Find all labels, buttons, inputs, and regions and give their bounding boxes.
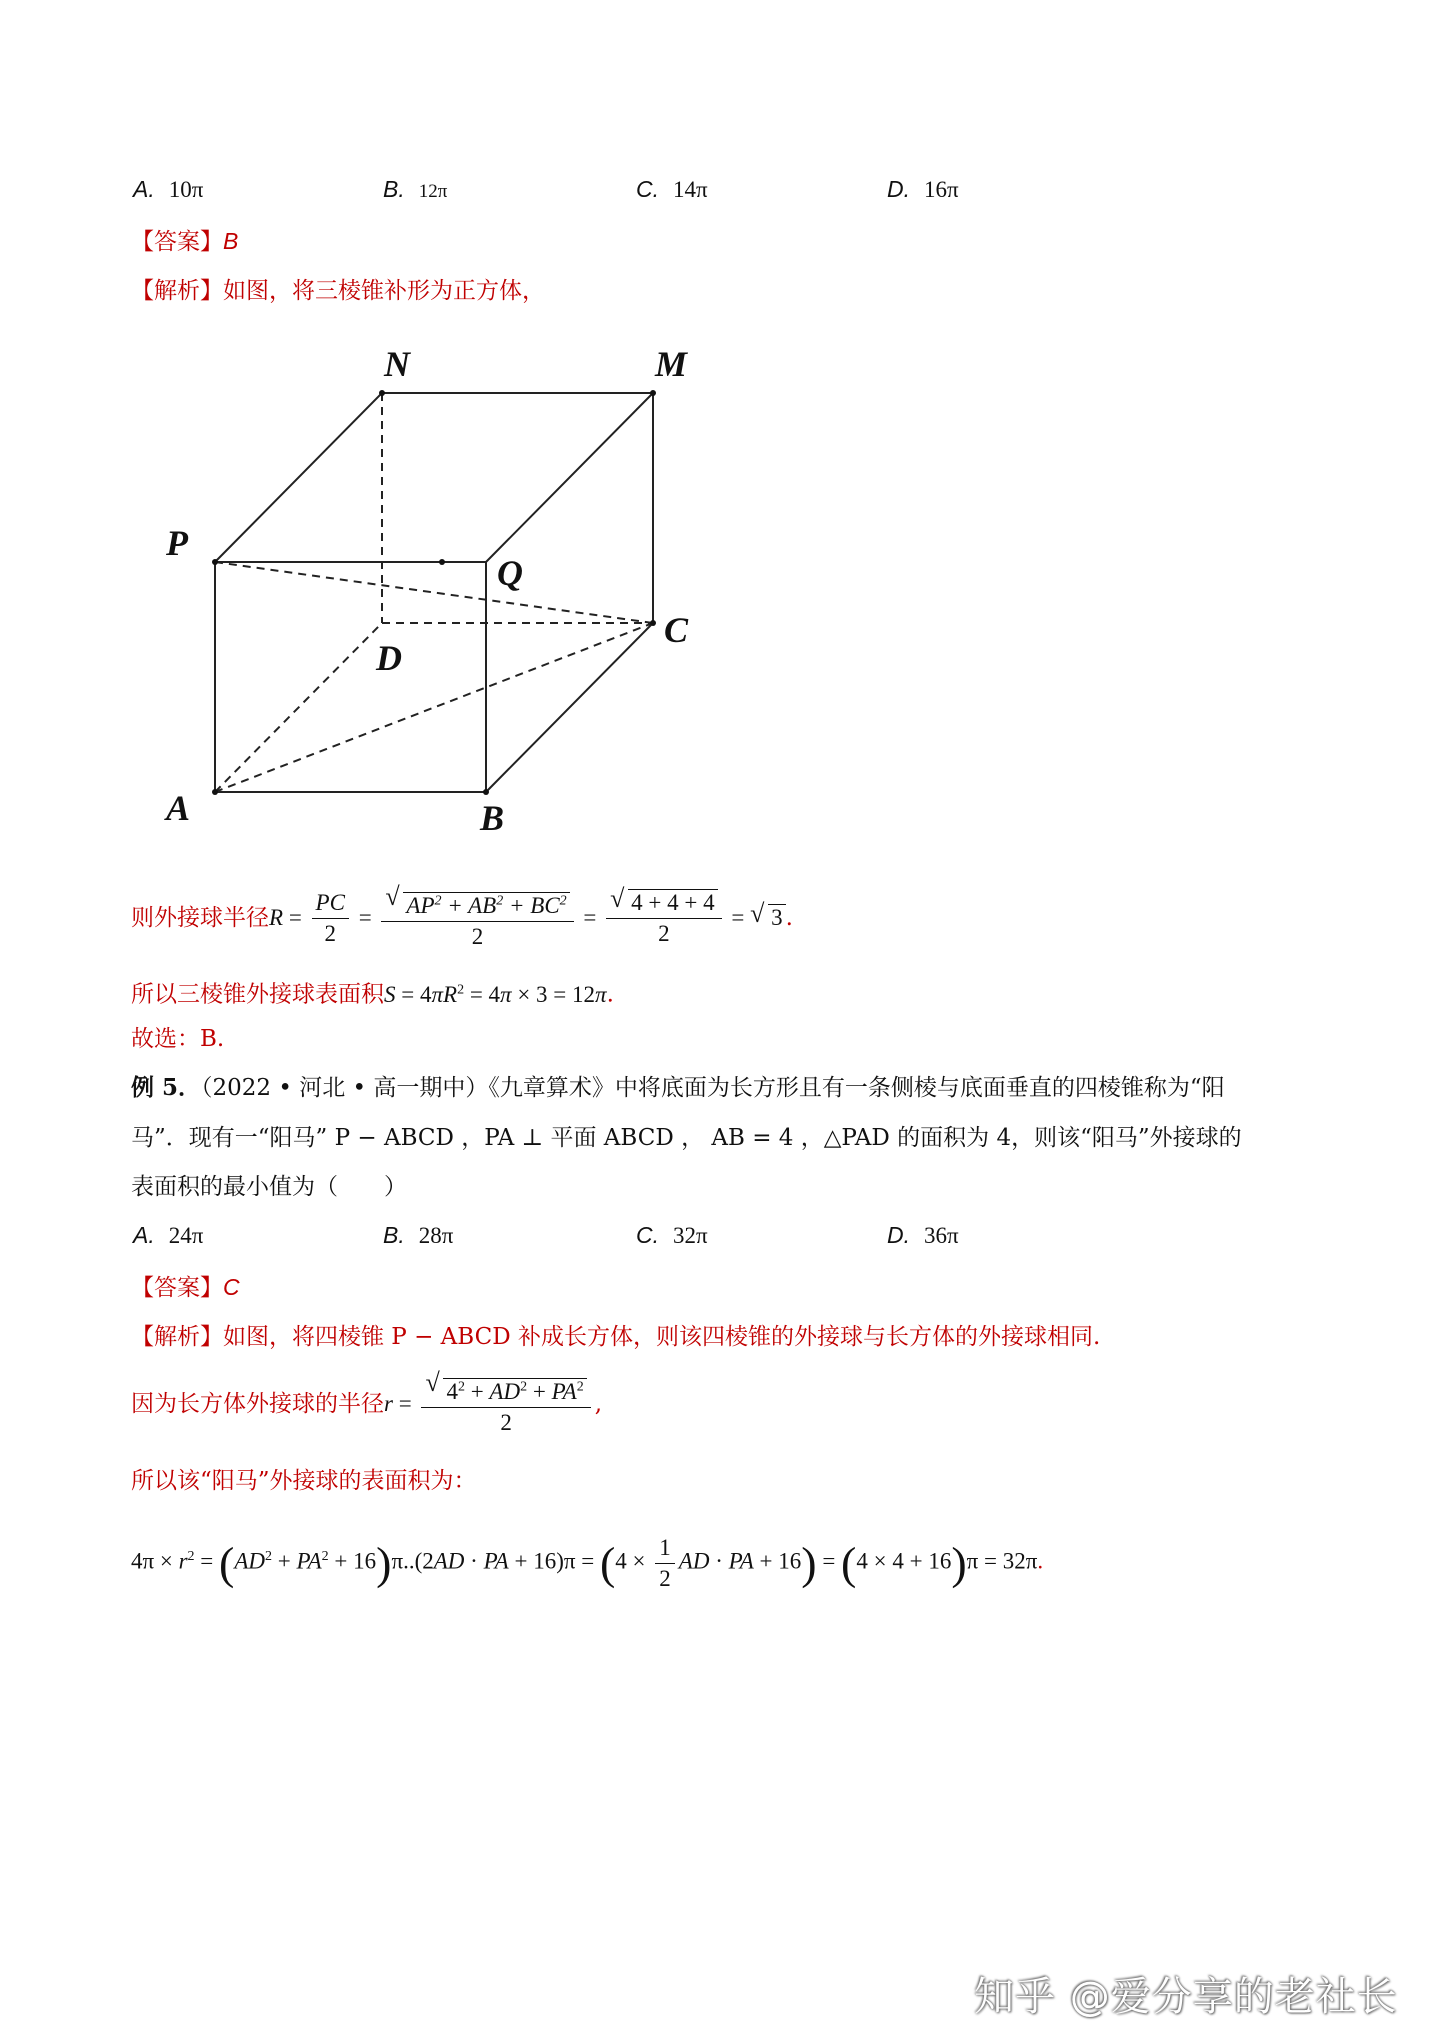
q5-line2: 马”．现有一“阳马” P − ABCD ，PA ⊥ 平面 ABCD ， AB = 4 ，△PAD 的面积为 4，则该“阳马”外接球的	[131, 1125, 1242, 1151]
q4-analysis: 【解析】如图，将三棱锥补形为正方体，	[131, 278, 545, 304]
q5-line3: 表面积的最小值为（ ）	[131, 1174, 407, 1200]
watermark: 知乎 @爱分享的老社长	[974, 1974, 1398, 2020]
edge-ad	[215, 623, 382, 792]
label-q: Q	[497, 553, 523, 593]
vertex-n	[379, 390, 385, 396]
edge-bc	[486, 623, 653, 792]
vertex-p	[212, 559, 218, 565]
fraction-sqrt-sum: √ $AP^2 + AB^2 + BC^2$ 2	[381, 886, 573, 952]
vertex-a	[212, 789, 218, 795]
q4-surface-line: 所以三棱锥外接球表面积$S = 4\pi R^2 = 4\pi \times 3 = 12\pi$.	[131, 981, 614, 1008]
edge-ac	[215, 623, 653, 792]
fraction-sqrt-12: √ 4 + 4 + 4 2	[606, 888, 721, 949]
vertex-b	[483, 789, 489, 795]
vertex-c	[650, 620, 656, 626]
label-a: A	[166, 788, 191, 828]
q4-option-c: C. 14π	[636, 176, 708, 202]
q5-surface-line: 所以该“阳马”外接球的表面积为：	[131, 1468, 477, 1494]
label-p: P	[166, 523, 188, 563]
fraction-pc: $\frac{PC}{2}$	[312, 888, 349, 949]
vertex-m	[650, 390, 656, 396]
edge-pn	[215, 393, 382, 562]
q5-surface-formula: $4\pi \times r^2 = (AD^2 + PA^2 + 16)\pi..(2AD$ · PA + 16)π = (4 × $\frac{1}{2}$ AD · PA + 16) = (4 × 4 + 16)π = 32π.	[131, 1526, 1043, 1594]
label-c: C	[664, 610, 689, 650]
q4-radius-line: 则外接球半径R = $\frac{PC}{2}$ = √ $AP^2 + AB^2 + BC^2$ 2 = √ 4 + 4 + 4 2 = √ 3 .	[131, 886, 793, 952]
label-m: M	[655, 344, 688, 384]
edge-pc	[215, 562, 653, 623]
q5-answer: 【答案】C	[131, 1274, 240, 1301]
q5-line1: 例 5．（2022 • 河北 • 高一期中）《九章算术》中将底面为长方形且有一条侧棱与底面垂直的四棱锥称为“阳	[131, 1074, 1225, 1101]
label-n: N	[384, 344, 410, 384]
q4-answer: 【答案】B	[131, 228, 239, 255]
fraction-r: √ $4^2 + AD^2 + PA^2$ 2	[421, 1372, 590, 1438]
label-d: D	[376, 638, 402, 678]
vertex-q-dot	[439, 559, 445, 565]
edge-qm	[486, 393, 653, 562]
q5-option-c: C. 32π	[636, 1222, 708, 1248]
q5-radius-line: 因为长方体外接球的半径r = √ $4^2 + AD^2 + PA^2$ 2 ,	[131, 1372, 602, 1438]
q5-option-b: B. 28π	[383, 1222, 454, 1248]
label-b: B	[480, 798, 505, 838]
q5-option-a: A. 24π	[133, 1222, 204, 1248]
cube-diagram	[150, 340, 730, 860]
q4-option-d: D. 16π	[887, 176, 959, 202]
q4-conclusion: 故选：B.	[131, 1026, 225, 1052]
q5-analysis: 【解析】如图，将四棱锥 P − ABCD 补成长方体，则该四棱锥的外接球与长方体的外接球相同.	[131, 1324, 1101, 1350]
q4-option-a: A. 10π	[133, 176, 204, 202]
fraction-half: $\frac{1}{2}$	[655, 1533, 675, 1594]
q5-option-d: D. 36π	[887, 1222, 959, 1248]
q4-option-b: B. 12π	[383, 176, 448, 202]
